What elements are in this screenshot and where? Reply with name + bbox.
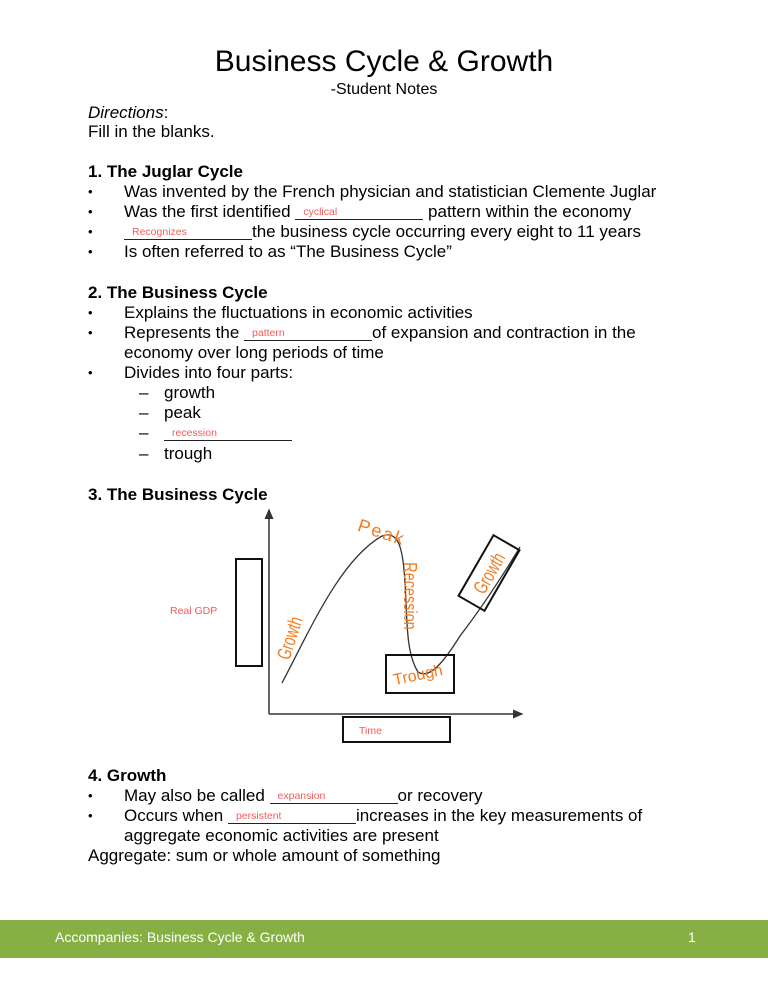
answer-expansion: expansion [277, 790, 326, 802]
s1-bullet-3 [124, 222, 641, 242]
blank-recognizes[interactable] [124, 223, 252, 240]
s2-b2-post: of expansion and contraction in the [372, 323, 636, 342]
dash-icon: – [139, 423, 149, 442]
answer-recognizes: Recognizes [132, 226, 187, 238]
part-growth: growth [164, 383, 216, 402]
s2-bullet-1: Explains the fluctuations in economic activities [124, 303, 473, 322]
part-peak: peak [164, 403, 201, 422]
bullet-icon: • [88, 325, 93, 340]
phase-trough: Trough [391, 662, 445, 690]
s4-bullet-2 [124, 806, 642, 826]
page-number: 1 [688, 929, 696, 945]
s4-b1-post: or recovery [397, 786, 483, 805]
bullet-icon: • [88, 184, 93, 199]
y-label-box[interactable] [236, 559, 262, 666]
bullet-icon: • [88, 808, 93, 823]
dash-icon: – [139, 444, 149, 463]
phase-growth-1: Growth [272, 613, 308, 663]
s2-bullet-3: Divides into four parts: [124, 363, 294, 382]
dash-icon: – [139, 403, 149, 422]
phase-recession: Recession [399, 562, 421, 630]
bullet-icon: • [88, 305, 93, 320]
directions-label [88, 103, 168, 123]
aggregate-definition: Aggregate: sum or whole amount of something [88, 846, 441, 865]
section-1-heading: 1. The Juglar Cycle [88, 162, 243, 181]
s4-b2-post: increases in the key measurements of [355, 806, 643, 825]
s4-bullet-1 [124, 786, 483, 806]
bullet-icon: • [88, 788, 93, 803]
section-2-heading: 2. The Business Cycle [88, 283, 268, 302]
s2-bullet-2 [124, 323, 636, 343]
s4-b2-pre: Occurs when [124, 806, 228, 825]
bullet-icon: • [88, 365, 93, 380]
blank-cyclical[interactable] [295, 203, 423, 220]
y-axis-label: Real GDP [170, 605, 218, 617]
footer-text: Accompanies: Business Cycle & Growth [55, 929, 305, 945]
section-4-heading: 4. Growth [88, 766, 167, 785]
part-recession [164, 423, 292, 443]
s1-b2-post: pattern within the economy [423, 202, 632, 221]
page-title: Business Cycle & Growth [214, 45, 554, 78]
s1-bullet-4: Is often referred to as “The Business Cycle” [124, 242, 452, 261]
s1-bullet-1: Was invented by the French physician and statistician Clemente Juglar [124, 182, 657, 201]
s4-b1-pre: May also be called [124, 786, 270, 805]
answer-persistent: persistent [235, 810, 282, 822]
directions-colon: : [163, 103, 169, 122]
x-axis-label: Time [359, 725, 382, 737]
bullet-icon: • [88, 244, 93, 259]
directions-label-text: Directions [88, 103, 164, 122]
business-cycle-diagram [0, 500, 768, 760]
s4-bullet-2-cont: aggregate economic activities are present [124, 826, 439, 845]
blank-recession[interactable] [164, 424, 292, 441]
answer-recession: recession [172, 427, 217, 439]
phase-growth-2: Growth [468, 548, 510, 598]
blank-persistent[interactable] [228, 807, 356, 824]
s2-b2-pre: Represents the [124, 323, 245, 342]
part-trough: trough [164, 444, 213, 463]
page-footer [0, 920, 768, 958]
bullet-icon: • [88, 224, 93, 239]
bullet-icon: • [88, 204, 93, 219]
s1-bullet-2 [124, 202, 631, 222]
answer-cyclical: cyclical [303, 206, 338, 218]
blank-pattern[interactable] [244, 324, 372, 341]
s2-bullet-2-cont: economy over long periods of time [124, 343, 384, 362]
answer-pattern: pattern [252, 327, 285, 339]
s1-b3-post: the business cycle occurring every eight to 11 years [252, 222, 641, 241]
dash-icon: – [139, 383, 149, 402]
page-subtitle: -Student Notes [330, 81, 438, 98]
blank-expansion[interactable] [270, 787, 398, 804]
directions-text: Fill in the blanks. [88, 122, 215, 141]
phase-peak: Peak [355, 515, 409, 550]
s1-b2-pre: Was the first identified [124, 202, 296, 221]
section-3-heading: 3. The Business Cycle [88, 485, 268, 504]
